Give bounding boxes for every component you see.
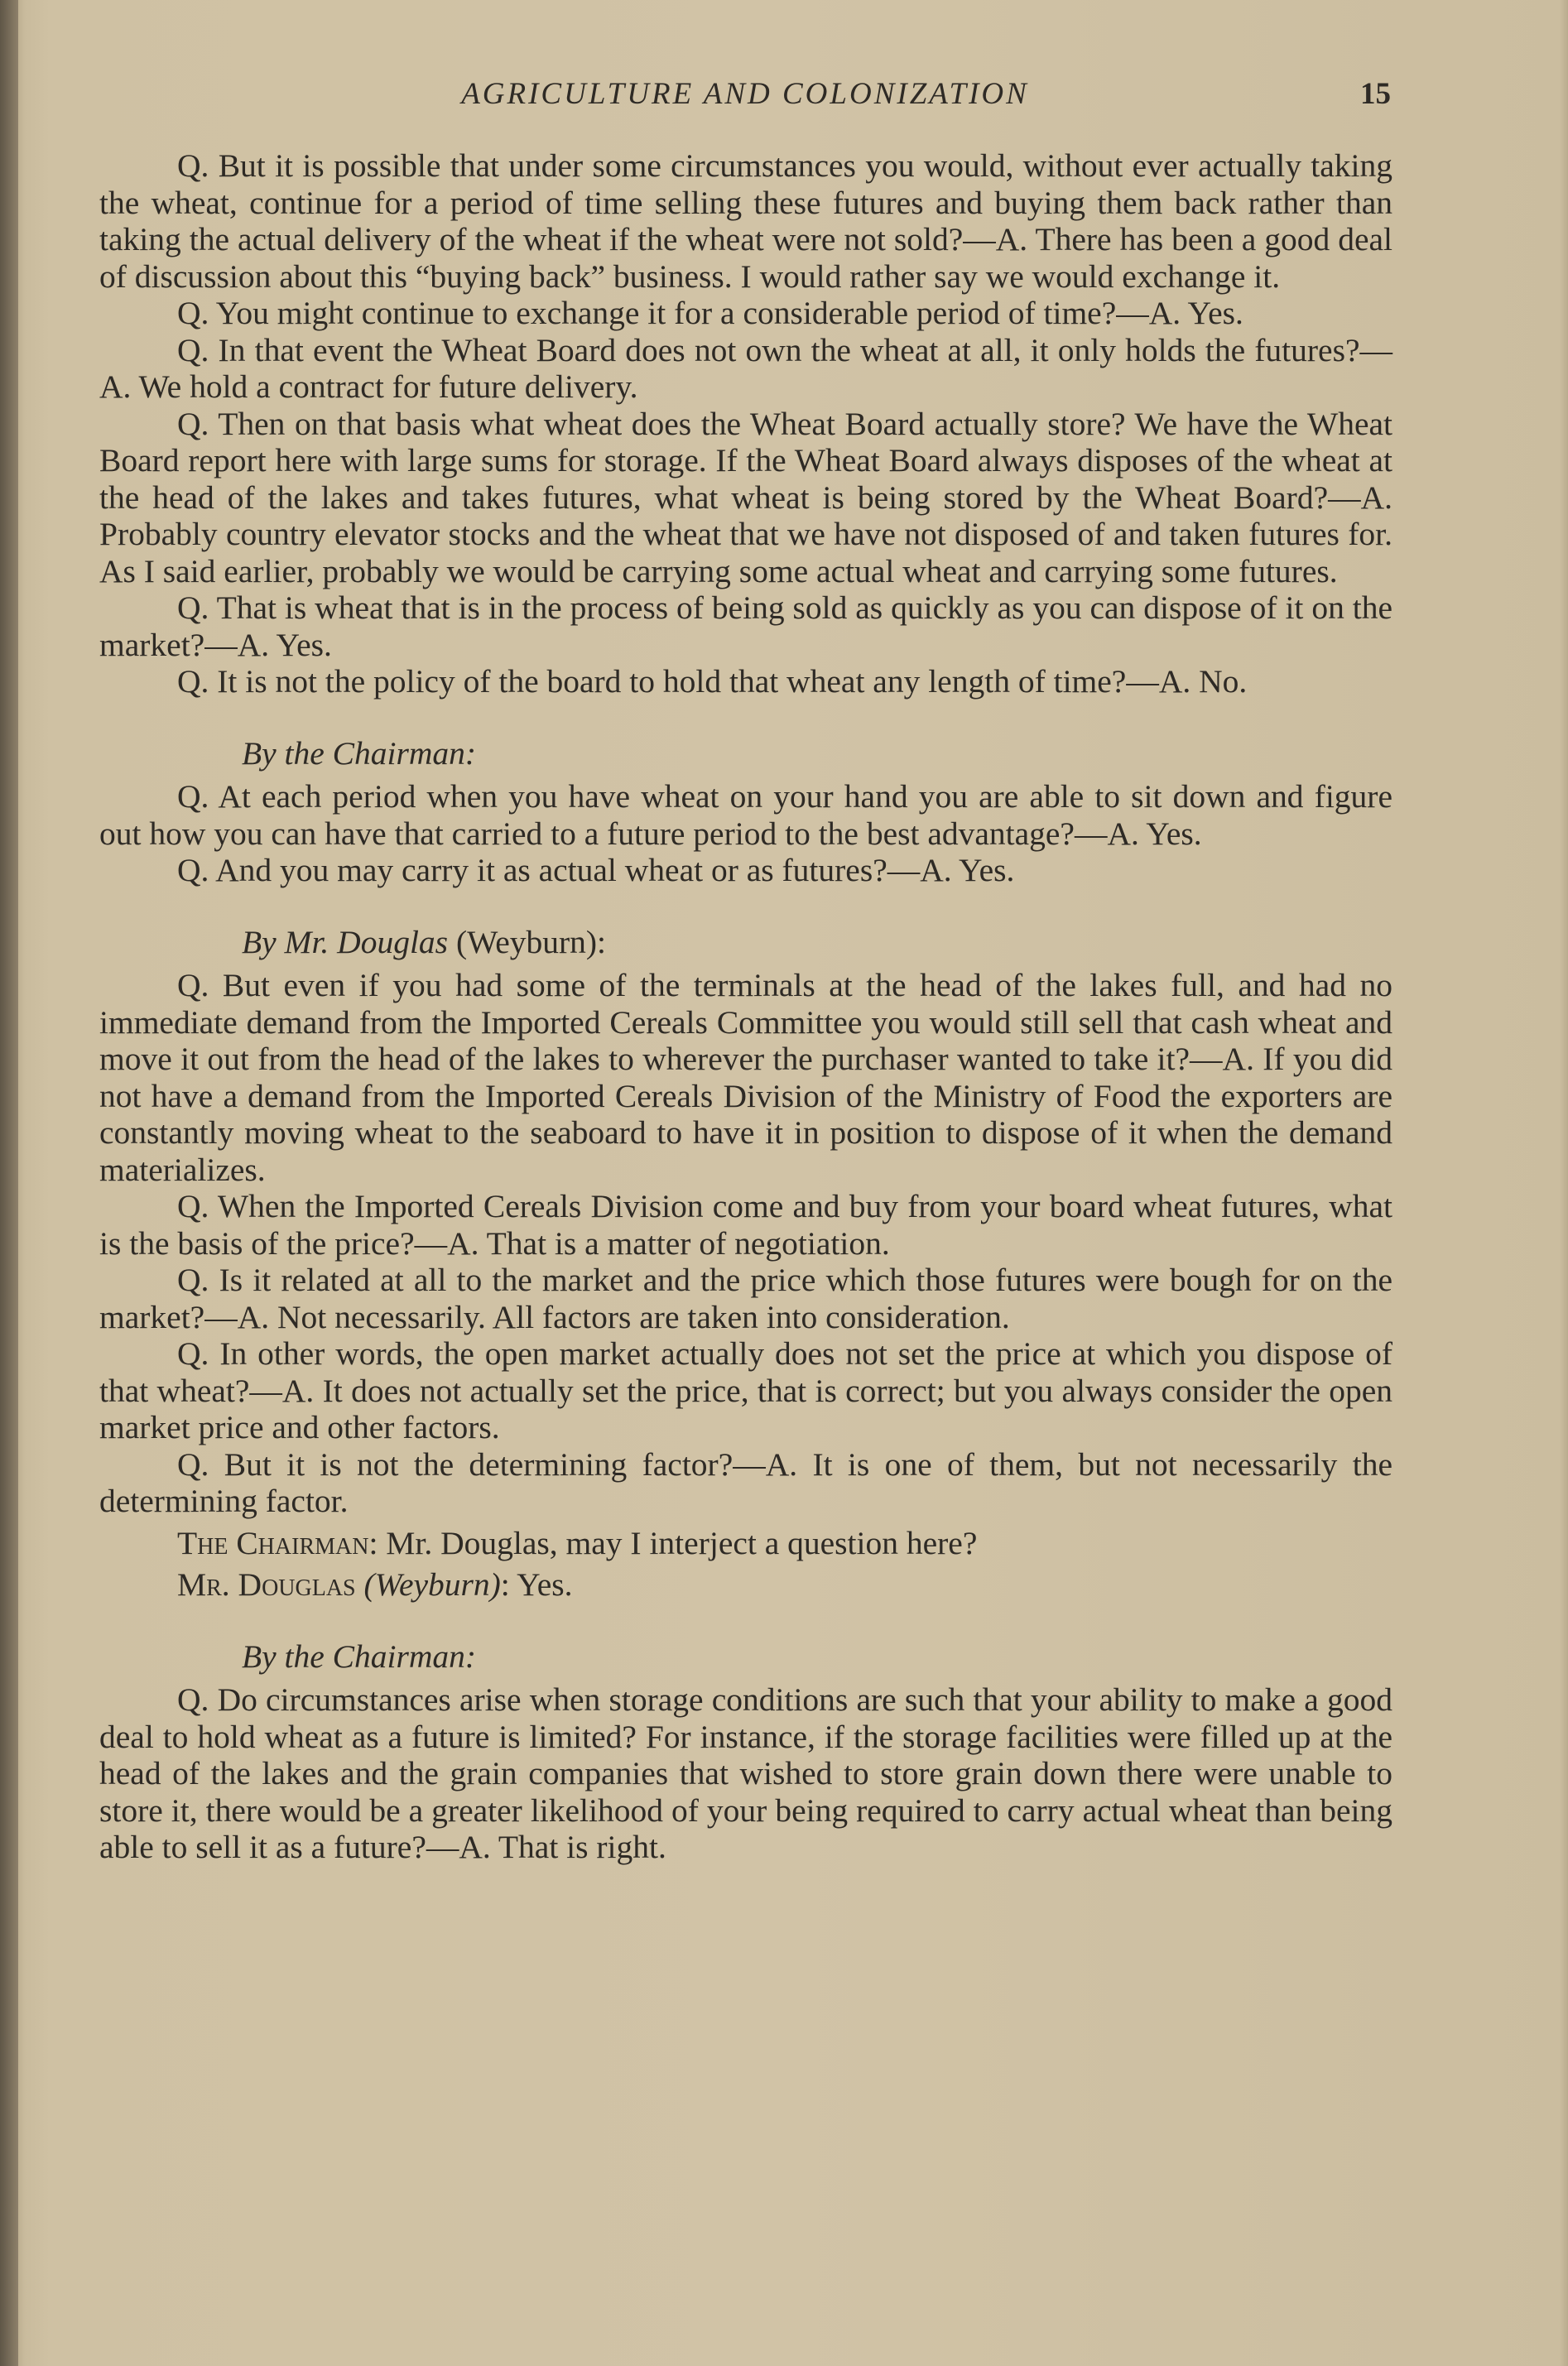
section-heading-text: By the Chairman: xyxy=(242,1637,477,1675)
section-heading-chairman xyxy=(99,735,1392,772)
interjection xyxy=(99,1525,1392,1562)
interjection-text: : Mr. Douglas, may I interject a question here? xyxy=(368,1524,978,1561)
section-heading-chairman-2 xyxy=(99,1638,1392,1676)
paragraph: Q. That is wheat that is in the process of being sold as quickly as you can dispose of it on the market?—A. Yes. xyxy=(99,589,1392,663)
page-edge xyxy=(1560,0,1568,2366)
section-heading-text: By the Chairman: xyxy=(242,734,477,772)
paragraph: Q. But it is possible that under some circumstances you would, without ever actually taking the wheat, continue for a period of time selling these futures and buying them back rather than taking the actual delivery of the wheat if the wheat were not sold?—A. There has been a good deal of discussion about this “buying back” business. I would rather say we would exchange it. xyxy=(99,147,1392,295)
paragraph: Q. Is it related at all to the market and the price which those futures were bough for on the market?—A. Not necessarily. All factors are taken into consideration. xyxy=(99,1262,1392,1335)
interjection-speaker: The Chairman xyxy=(177,1524,369,1561)
paragraph: Q. You might continue to exchange it for a considerable period of time?—A. Yes. xyxy=(177,295,1243,331)
interjection-text: : Yes. xyxy=(500,1566,573,1603)
paragraph: Q. At each period when you have wheat on your hand you are able to sit down and figure out how you can have that carried to a future period to the best advantage?—A. Yes. xyxy=(99,778,1392,852)
interjection-riding: (Weyburn) xyxy=(355,1566,501,1603)
book-spine xyxy=(0,0,18,2366)
page-number: 15 xyxy=(1360,77,1391,111)
interjection-speaker: Mr. Douglas xyxy=(177,1566,356,1603)
paragraph: Q. It is not the policy of the board to hold that wheat any length of time?—A. No. xyxy=(177,663,1248,700)
section-heading-douglas xyxy=(99,924,1392,961)
interjection xyxy=(99,1566,1392,1604)
paragraph: Q. But it is not the determining factor?—A. It is one of them, but not necessarily the determining factor. xyxy=(99,1445,1392,1519)
paragraph: Q. When the Imported Cereals Division come and buy from your board wheat futures, what is the basis of the price?—A. That is a matter of negotiation. xyxy=(99,1188,1392,1262)
page-body xyxy=(99,147,1392,1866)
section-heading-speaker: By Mr. Douglas xyxy=(242,923,449,960)
page-header xyxy=(99,76,1391,118)
paragraph: Q. And you may carry it as actual wheat or as futures?—A. Yes. xyxy=(177,852,1015,888)
running-title: AGRICULTURE AND COLONIZATION xyxy=(461,77,1029,111)
paragraph: Q. In that event the Wheat Board does not own the wheat at all, it only holds the futures?—A. We hold a contract for future delivery. xyxy=(99,331,1392,405)
paragraph: Q. In other words, the open market actually does not set the price at which you dispose of that wheat?—A. It does not actually set the price, that is correct; but you always consider the open market price and other factors. xyxy=(99,1335,1392,1445)
section-heading-riding: (Weyburn): xyxy=(448,923,607,960)
paragraph: Q. But even if you had some of the terminals at the head of the lakes full, and had no immediate demand from the Imported Cereals Committee you would still sell that cash wheat and move it out from the head of the lakes to wherever the purchaser wanted to take it?—A. If you did not have a demand from the Imported Cereals Division of the Ministry of Food the exporters are constantly moving wheat to the seaboard to have it in position to dispose of it when the demand materializes. xyxy=(99,967,1392,1188)
paragraph: Q. Then on that basis what wheat does the Wheat Board actually store? We have the Wheat Board report here with large sums for storage. If the Wheat Board always disposes of the wheat at the head of the lakes and takes futures, what wheat is being stored by the Wheat Board?—A. Probably country elevator stocks and the wheat that we have not disposed of and taken futures for. As I said earlier, probably we would be carrying some actual wheat and carrying some futures. xyxy=(99,405,1392,589)
paragraph: Q. Do circumstances arise when storage conditions are such that your ability to make a good deal to hold wheat as a future is limited? For instance, if the storage facilities were filled up at the head of the lakes and the grain companies that wished to store grain down there were unable to store it, there would be a greater likelihood of your being required to carry actual wheat than being able to sell it as a future?—A. That is right. xyxy=(99,1681,1392,1865)
